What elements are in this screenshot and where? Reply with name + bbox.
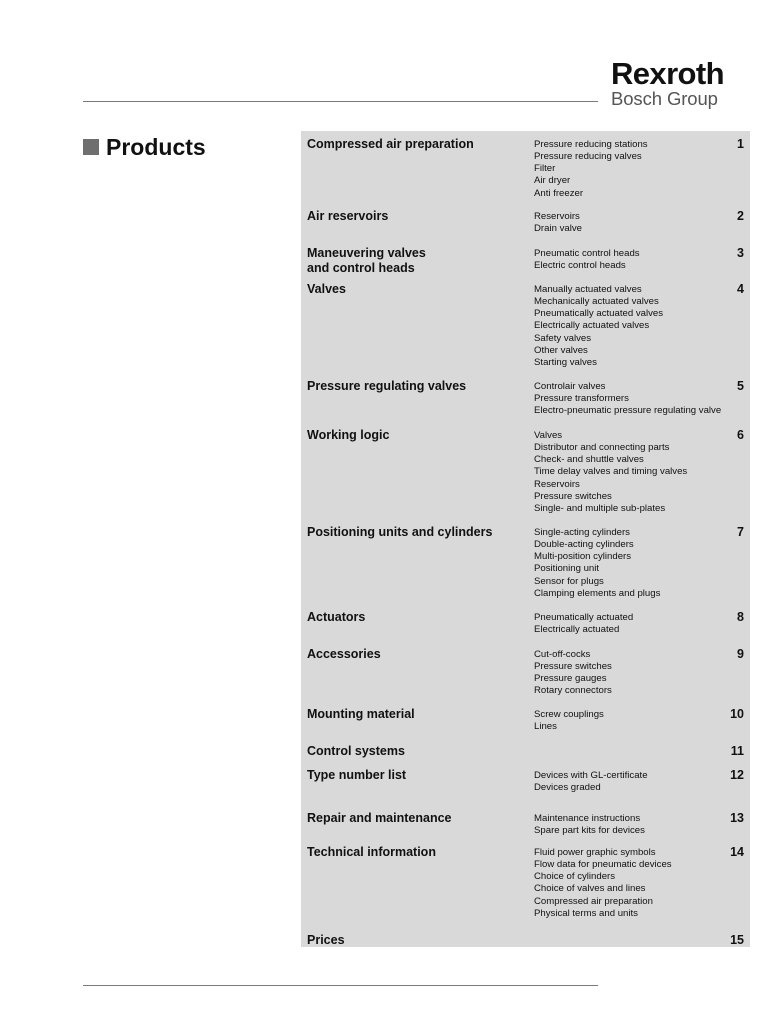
product-subitem: Pneumatically actuated valves: [534, 308, 664, 320]
product-subitem: Reservoirs: [534, 478, 580, 490]
chapter-number: 14: [730, 845, 744, 859]
product-subitem: Sensor for plugs: [534, 575, 604, 587]
product-subitem: Other valves: [534, 344, 588, 356]
product-subitem: Devices with GL-certificate: [534, 770, 648, 781]
chapter-number: 15: [730, 933, 744, 947]
product-subitem: Starting valves: [534, 356, 597, 368]
product-subitem: Cut-off-cocks: [534, 649, 591, 660]
chapter-number: 6: [737, 428, 744, 442]
chapter-number: 9: [737, 647, 744, 661]
product-subitem: Electrically actuated valves: [534, 320, 650, 332]
product-subitem: Valves: [534, 430, 563, 441]
chapter-number: 3: [737, 246, 744, 260]
product-category: Accessories: [307, 647, 381, 661]
product-subitem: Maintenance instructions: [534, 813, 641, 824]
product-category: Positioning units and cylinders: [307, 525, 493, 539]
product-subitem: Fluid power graphic symbols: [534, 847, 656, 858]
product-subitem: Distributor and connecting parts: [534, 442, 670, 454]
chapter-number: 12: [730, 768, 744, 782]
product-subitem: Physical terms and units: [534, 907, 638, 919]
product-subitem: Devices graded: [534, 782, 601, 794]
logo-subtitle-text: Bosch Group: [611, 88, 718, 109]
product-subitem: Multi-position cylinders: [534, 551, 632, 563]
product-subitem: Single- and multiple sub-plates: [534, 502, 666, 514]
product-subitem: Pressure transformers: [534, 393, 629, 405]
product-subitem: Pressure reducing valves: [534, 151, 642, 163]
chapter-number: 10: [730, 707, 744, 721]
product-subitem: Rotary connectors: [534, 685, 612, 697]
product-subitem: Electrically actuated: [534, 624, 620, 636]
product-category: Maneuvering valves and control heads: [307, 246, 426, 275]
product-category: Compressed air preparation: [307, 137, 474, 151]
product-category: Valves: [307, 282, 346, 296]
product-category: Control systems: [307, 744, 405, 758]
product-subitem: Screw couplings: [534, 709, 604, 720]
product-category: Prices: [307, 933, 345, 947]
product-subitem: Drain valve: [534, 223, 582, 235]
product-category: Mounting material: [307, 707, 415, 721]
product-subitem: Choice of valves and lines: [534, 883, 646, 895]
product-subitem: Lines: [534, 721, 557, 733]
product-category: Working logic: [307, 428, 390, 442]
section-title: Products: [106, 134, 206, 160]
product-subitem: Pressure gauges: [534, 673, 607, 685]
products-index-panel: [301, 131, 750, 947]
product-subitem: Pressure switches: [534, 490, 612, 502]
product-subitem: Flow data for pneumatic devices: [534, 859, 672, 871]
product-subitem: Time delay valves and timing valves: [534, 466, 688, 478]
chapter-number: 2: [737, 209, 744, 223]
product-subitem: Pneumatic control heads: [534, 248, 640, 259]
top-divider: [83, 101, 598, 102]
product-subitem: Single-acting cylinders: [534, 527, 630, 538]
product-subitem: Manually actuated valves: [534, 284, 642, 295]
chapter-number: 13: [730, 811, 744, 825]
product-subitem: Choice of cylinders: [534, 871, 616, 883]
section-heading: [83, 134, 206, 160]
product-subitem: Pressure reducing stations: [534, 139, 648, 150]
product-subitem: Double-acting cylinders: [534, 539, 634, 551]
product-subitem: Positioning unit: [534, 563, 600, 575]
logo-brand-text: Rexroth: [611, 56, 724, 91]
product-category: Air reservoirs: [307, 209, 389, 223]
product-subitem: Pressure switches: [534, 661, 612, 673]
product-subitem: Controlair valves: [534, 381, 606, 392]
product-category: Technical information: [307, 845, 436, 859]
product-subitem: Clamping elements and plugs: [534, 587, 661, 599]
square-bullet-icon: [83, 139, 99, 155]
bottom-divider: [83, 985, 598, 986]
product-category: Pressure regulating valves: [307, 379, 467, 393]
product-subitem: Compressed air preparation: [534, 895, 653, 907]
chapter-number: 5: [737, 379, 744, 393]
rexroth-logo: [611, 58, 746, 109]
chapter-number: 11: [730, 744, 744, 758]
chapter-number: 7: [737, 525, 744, 539]
product-subitem: Safety valves: [534, 332, 592, 344]
product-subitem: Filter: [534, 163, 556, 175]
product-subitem: Air dryer: [534, 175, 571, 187]
product-subitem: Electric control heads: [534, 260, 626, 272]
chapter-number: 4: [737, 282, 744, 296]
product-subitem: Check- and shuttle valves: [534, 454, 644, 466]
product-subitem: Anti freezer: [534, 187, 584, 199]
product-subitem: Spare part kits for devices: [534, 825, 645, 837]
product-category: Repair and maintenance: [307, 811, 452, 825]
chapter-number: 1: [737, 137, 744, 151]
chapter-number: 8: [737, 610, 744, 624]
product-subitem: Mechanically actuated valves: [534, 296, 659, 308]
product-category: Actuators: [307, 610, 366, 624]
product-subitem: Electro-pneumatic pressure regulating valve: [534, 405, 722, 417]
product-subitem: Pneumatically actuated: [534, 612, 634, 623]
product-category: Type number list: [307, 768, 407, 782]
product-subitem: Reservoirs: [534, 211, 580, 222]
